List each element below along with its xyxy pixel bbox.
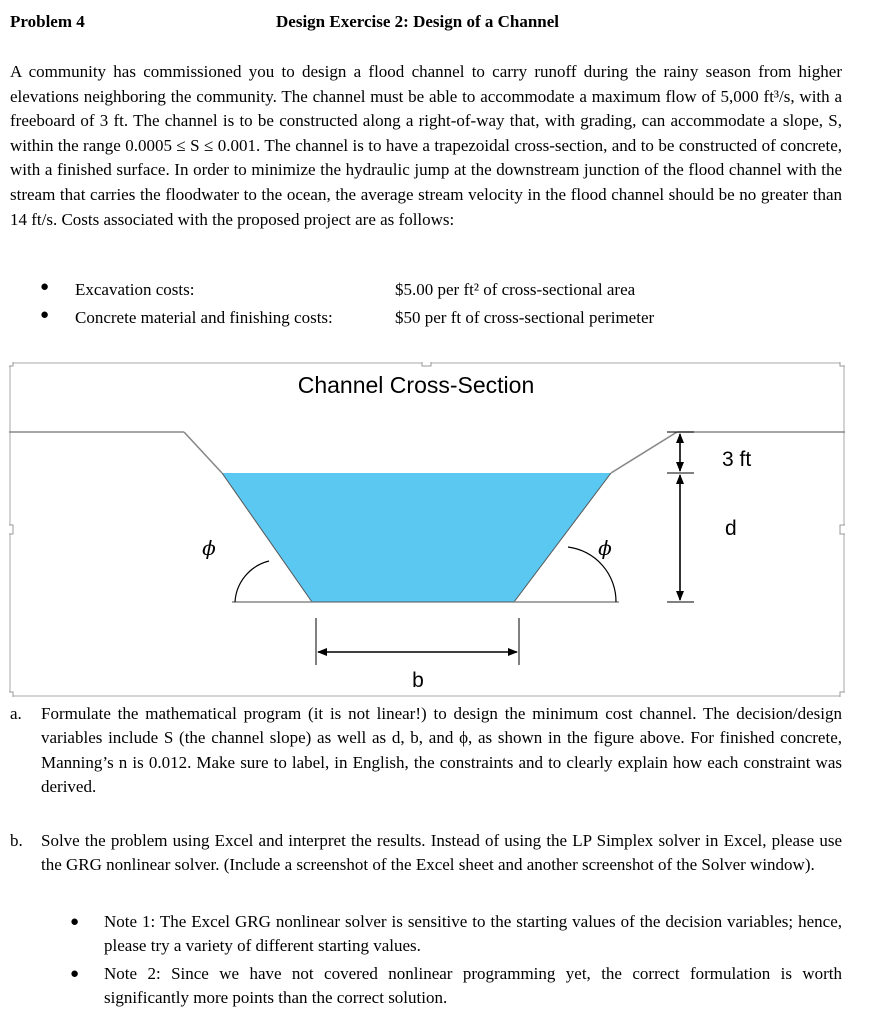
cost-price: $5.00 per ft² of cross-sectional area — [395, 280, 636, 299]
depth-label: d — [725, 517, 737, 540]
resize-handle-right[interactable] — [840, 525, 845, 534]
problem-statement: A community has commissioned you to design a flood channel to carry runoff during the rainy season from higher elevations neighboring the community. The channel must be able to accommodate a maximum flow of 5,000 ft³/s, with a freeboard of 3 ft. The channel is to be constructed along a right-of-way that, with grading, can accommodate a slope, S, within the range 0.0005 ≤ S ≤ 0.001. The channel is to have a trapezoidal cross-section, and to be constructed of concrete, with a finished surface. In order to minimize the hydraulic jump at the downstream junction of the flood channel with the stream that carries the floodwater to the ocean, the average stream velocity in the flood channel should be no greater than 14 ft/s. Costs associated with the proposed project are as follows: — [10, 62, 842, 229]
bullet-icon: ● — [70, 965, 80, 982]
resize-handle-bottom-right[interactable] — [840, 692, 845, 697]
left-angle-arc — [235, 561, 269, 602]
part-a-text: Formulate the mathematical program (it is not linear!) to design the minimum cost channel. The decision/design variables include S (the channel slope) as well as d, b, and ϕ, as shown in the figure above. For finished concrete, Manning’s n is 0.012. Make sure to label, in English, the constraints and to clearly explain how each constraint was derived. — [41, 704, 842, 797]
part-a — [10, 702, 842, 800]
channel-figure[interactable] — [9, 362, 845, 697]
part-a-label: a. — [10, 704, 22, 723]
header — [10, 12, 870, 36]
note-item — [70, 910, 842, 959]
channel-cross-section-diagram — [9, 362, 845, 697]
left-angle-label: ϕ — [202, 536, 216, 560]
right-angle-label: ϕ — [598, 536, 612, 560]
resize-handle-top-left[interactable] — [9, 362, 13, 366]
note-item — [70, 962, 842, 1011]
resize-handle-bottom-left[interactable] — [9, 692, 13, 697]
cost-name: Concrete material and finishing costs: — [75, 308, 333, 327]
notes-list — [70, 910, 842, 1014]
cost-item-concrete — [0, 308, 870, 332]
cost-item-excavation — [0, 280, 870, 304]
problem-number: Problem 4 — [10, 12, 85, 31]
diagram-title: Channel Cross-Section — [297, 372, 535, 398]
right-bank-freeboard — [611, 432, 677, 473]
exercise-title: Design Exercise 2: Design of a Channel — [276, 12, 560, 31]
resize-handle-left[interactable] — [9, 525, 13, 534]
resize-handle-top-right[interactable] — [840, 362, 845, 366]
cost-name: Excavation costs: — [75, 280, 195, 299]
note-text: Note 1: The Excel GRG nonlinear solver is sensitive to the starting values of the decision variables; hence, please try a variety of different starting values. — [104, 912, 842, 956]
bullet-icon: ● — [40, 279, 50, 295]
water-region — [222, 473, 611, 602]
part-b-label: b. — [10, 831, 23, 850]
note-text: Note 2: Since we have not covered nonlinear programming yet, the correct formulation is worth significantly more points than the correct solution. — [104, 963, 842, 1008]
cost-price: $50 per ft of cross-sectional perimeter — [395, 308, 655, 327]
resize-handle-top[interactable] — [422, 362, 431, 366]
bullet-icon: ● — [70, 914, 80, 930]
freeboard-label: 3 ft — [722, 448, 752, 471]
left-bank-freeboard — [184, 432, 222, 473]
part-b — [10, 829, 842, 878]
base-label: b — [412, 669, 424, 692]
part-b-text: Solve the problem using Excel and interpret the results. Instead of using the LP Simplex solver in Excel, please use the GRG nonlinear solver. (Include a screenshot of the Excel sheet and another screenshot of the Solver window). — [41, 831, 842, 875]
bullet-icon: ● — [40, 307, 50, 323]
